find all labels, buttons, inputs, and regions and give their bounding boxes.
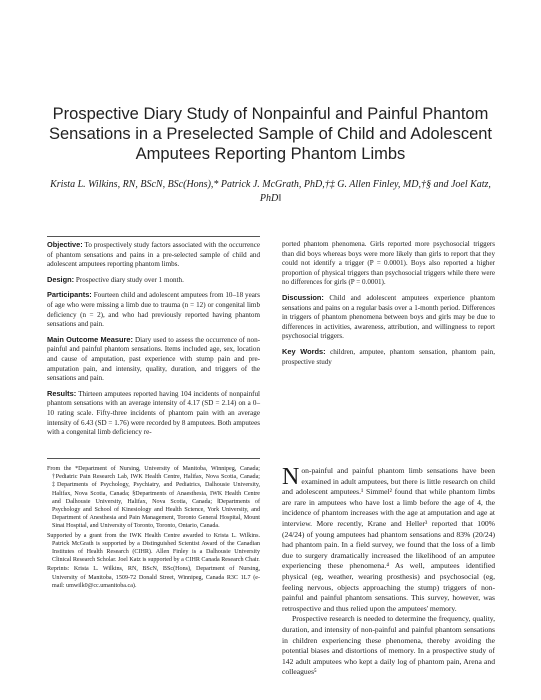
- abstract-right-column: [282, 240, 495, 372]
- abstract-participants: Participants: Fourteen child and adolescent amputees from 10–18 years of age who were missing a limb due to trauma (n = 12) or congenital limb deficiency (n = 2), and who had previously reported having phantom sensations and pain.: [47, 290, 260, 329]
- drop-cap: N: [282, 464, 300, 490]
- abstract-results-continued: ported phantom phenomena. Girls reported more psychosocial triggers than did boys whereas boys were more likely than girls to report that they could not identify a trigger (P = 0.0001). Boys also reported a higher proportion of physical triggers than psychosocial triggers while there were no differences for girls (P = 0.0001).: [282, 240, 495, 287]
- reprints-text: Reprints: Krista L. Wilkins, RN, BScN, BSc(Hons), Department of Nursing, University of Manitoba, 1509-72 Donald Street, Winnipeg, Canada R3C 1L7 (e-mail: umwilk0@cc.umanitoba.ca).: [47, 566, 260, 589]
- affiliations-rule: [47, 458, 260, 459]
- funding-text: Supported by a grant from the IWK Health Centre awarded to Krista L. Wilkins. Patrick McGrath is supported by a Distinguished Scientist Award of the Canadian Institutes of Health Research (CIHR). Allen Finley is a Dalhousie University Clinical Research Scholar. Joel Katz is supported by a CIHR Canada Research Chair.: [47, 532, 260, 564]
- abstract-results: Results: Thirteen amputees reported having 104 incidents of nonpainful phantom sensations with an average intensity of 4.17 (SD = 2.14) on a 0–10 rating scale. Fifty-three incidents of phantom pain with an average intensity of 6.43 (SD = 1.76) were recorded by 8 amputees. Both amputees with a congenital limb deficiency re-: [47, 388, 260, 437]
- intro-paragraph-1: Non-painful and painful phantom limb sensations have been examined in adult amputees, but there is little research on child and adolescent amputees.¹ Simmel² found that while phantom limbs are rare in amputees who have lost a limb before the age of 4, the incidence of phantom increases with the age at amputation and age at interview. More recently, Krane and Heller³ reported that 100% (24/24) of young amputees had phantom sensations and 83% (20/24) had phantom pain. In a field survey, we found that the loss of a limb due to surgery dramatically increased the likelihood of an amputee experiencing these phenomena.⁴ As well, amputees identified physical (eg, weather, wearing prosthesis) and psychosocial (eg, feeling nervous, objects approaching the stump) triggers of non-painful and painful phantom sensations. This survey, however, was retrospective and thus relied upon the amputees' memory.: [282, 464, 495, 613]
- affiliation-text: From the *Department of Nursing, University of Manitoba, Winnipeg, Canada; †Pediatric Pain Research Lab, IWK Health Centre, Halifax, Nova Scotia, Canada; ‡Departments of Psychology, Psychiatry, and Pediatrics, Dalhousie University, Halifax, Nova Scotia, Canada; §Departments of Anaesthesia, IWK Health Centre and Dalhousie University, Halifax, Nova Scotia, Canada; ‖Departments of Psychology and School of Kinesiology and Health Science, York University, and Department of Anesthesia and Pain Management, Toronto General Hospital, Mount Sinai Hospital, and University of Toronto, Toronto, Ontario, Canada.: [47, 466, 260, 530]
- abstract-top-rule: [47, 236, 260, 237]
- introduction-body: [282, 466, 495, 678]
- abstract-measure: Main Outcome Measure: Diary used to assess the occurrence of non-painful and painful phantom sensations. Items included age, sex, location and cause of amputation, past experience with stump pain and pre-amputation pain, and intensity, quality, duration, and triggers of the sensations and pain.: [47, 334, 261, 383]
- author-list: Krista L. Wilkins, RN, BScN, BSc(Hons),* Patrick J. McGrath, PhD,†‡ G. Allen Finley, MD,†§ and Joel Katz, PhD‖: [50, 179, 491, 204]
- abstract-objective: Objective: To prospectively study factors associated with the occurrence of phantom sensations and pains in a pre-selected sample of child and adolescent amputees reporting phantom limbs.: [47, 240, 260, 269]
- paper-title: Prospective Diary Study of Nonpainful and Painful Phantom Sensations in a Preselected Sample of Child and Adolescent Amputees Reporting Phantom Limbs: [48, 105, 493, 163]
- abstract-keywords: Key Words: children, amputee, phantom sensation, phantom pain, prospective study: [282, 346, 495, 366]
- intro-paragraph-2: Prospective research is needed to determine the frequency, quality, duration, and intensity of non-painful and painful phantom sensations in children experiencing these phenomena, thereby avoiding the potential biases and distortions of memory. In a prospective study of 142 adult amputees who kept a daily log of phantom pain, Arena and colleagues⁵: [282, 614, 495, 677]
- affiliations-footnote: [47, 465, 260, 591]
- abstract-discussion: Discussion: Child and adolescent amputees experience phantom sensations and pains on a regular basis over a 1-month period. Differences in triggers of phantom phenomena between boys and girls may be due to differences in activities, awareness, attribution, and willingness to report psychosocial triggers.: [282, 292, 495, 341]
- abstract-design: Design: Prospective diary study over 1 month.: [47, 274, 184, 284]
- abstract-left-column: [47, 240, 260, 443]
